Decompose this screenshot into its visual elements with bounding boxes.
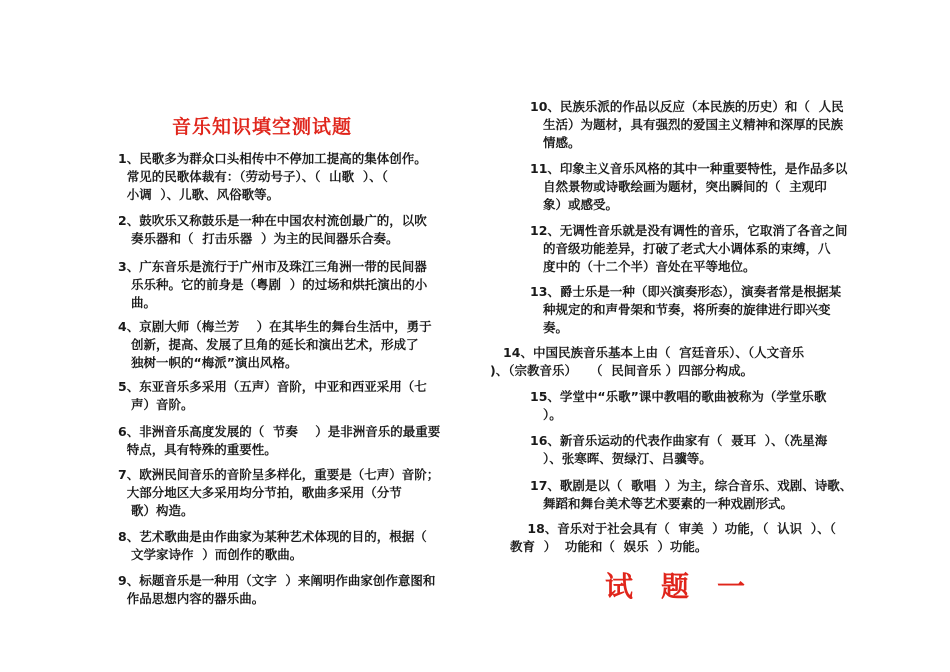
question-line: 歌）构造。 [118, 503, 194, 518]
question-2 [118, 212, 427, 248]
question-line: 小调 ）、儿歌、风俗歌等。 [118, 187, 280, 202]
question-line: 4、京剧大师（梅兰芳 ）在其毕生的舞台生活中，勇于 [118, 319, 432, 334]
question-line: 生活）为题材，具有强烈的爱国主义精神和深厚的民族 [530, 117, 844, 132]
question-6 [118, 423, 440, 459]
question-line: 声）音阶。 [118, 397, 194, 412]
question-line: 3、广东音乐是流行于广州市及珠江三角洲一带的民间器 [118, 259, 427, 274]
question-line: 自然景物或诗歌绘画为题材，突出瞬间的（ 主观印 [530, 179, 827, 194]
question-line: 的音级功能差异，打破了老式大小调体系的束缚，八 [530, 241, 831, 256]
question-line: )、（宗教音乐） （ 民间音乐 ）四部分构成。 [490, 363, 754, 378]
question-line: 9、标题音乐是一种用（文字 ）来阐明作曲家创作意图和 [118, 573, 436, 588]
question-line: 11、印象主义音乐风格的其中一种重要特性，是作品多以 [530, 161, 848, 176]
question-line: 文学家诗作 ）而创作的歌曲。 [118, 547, 303, 562]
question-line: 象）或感受。 [530, 197, 619, 212]
question-line: 14、中国民族音乐基本上由（ 宫廷音乐）、（人文音乐 [490, 345, 805, 360]
question-line: 16、新音乐运动的代表作曲家有（ 聂耳 ）、（冼星海 [530, 433, 828, 448]
question-17 [530, 477, 852, 513]
question-line: 常见的民歌体裁有：（劳动号子）、（ 山歌 ）、（ [118, 169, 388, 184]
question-line: 特点，具有特殊的重要性。 [118, 442, 277, 457]
question-line: ）、张寒晖、贺绿汀、吕骥等。 [530, 451, 712, 466]
question-4 [118, 318, 432, 372]
question-line: 7、欧洲民间音乐的音阶呈多样化，重要是（七声）音阶； [118, 467, 440, 482]
question-14 [490, 344, 804, 380]
question-line: 5、东亚音乐多采用（五声）音阶，中亚和西亚采用（七 [118, 379, 427, 394]
question-line: 15、学堂中“乐歌”课中教唱的歌曲被称为（学堂乐歌 [530, 389, 827, 404]
question-line: 奏乐器和（ 打击乐器 ）为主的民间器乐合奏。 [118, 231, 399, 246]
question-line: 教育 ） 功能和（ 娱乐 ）功能。 [510, 539, 708, 554]
question-1 [118, 150, 427, 204]
question-5 [118, 378, 427, 414]
question-8 [118, 528, 427, 564]
question-line: 2、鼓吹乐又称鼓乐是一种在中国农村流创最广的，以吹 [118, 213, 427, 228]
question-line: ）。 [530, 407, 562, 422]
question-7 [118, 466, 439, 520]
question-13 [530, 283, 841, 337]
question-line: 17、歌剧是以（ 歌唱 ）为主，综合音乐、戏剧、诗歌、 [530, 478, 853, 493]
question-11 [530, 160, 847, 214]
question-line: 独树一帜的“梅派”演出风格。 [118, 355, 298, 370]
question-line: 1、民歌多为群众口头相传中不停加工提高的集体创作。 [118, 151, 427, 166]
question-line: 13、爵士乐是一种（即兴演奏形态），演奏者常是根据某 [530, 284, 842, 299]
page-title: 音乐知识填空测试题 [172, 116, 353, 138]
question-line: 奏。 [530, 320, 569, 335]
question-line: 乐乐种。它的前身是（粤剧 ）的过场和烘托演出的小 [118, 277, 428, 292]
question-line: 10、民族乐派的作品以反应（本民族的历史）和（ 人民 [530, 99, 844, 114]
question-line: 曲。 [118, 295, 157, 310]
question-16 [530, 432, 827, 468]
question-line: 12、无调性音乐就是没有调性的音乐，它取消了各音之间 [530, 223, 848, 238]
question-line: 种规定的和声骨架和节奏，将所奏的旋律进行即兴变 [530, 302, 831, 317]
question-line: 作品思想内容的器乐曲。 [118, 591, 265, 606]
question-18 [510, 520, 836, 556]
test-title: 试 题 一 [605, 570, 746, 603]
question-line: 8、艺术歌曲是由作曲家为某种艺术体现的目的，根据（ [118, 529, 427, 544]
question-10 [530, 98, 844, 152]
question-line: 舞蹈和舞台美术等艺术要素的一种戏剧形式。 [530, 496, 794, 511]
question-3 [118, 258, 427, 312]
question-12 [530, 222, 847, 276]
question-line: 情感。 [530, 135, 581, 150]
question-9 [118, 572, 435, 608]
question-15 [530, 388, 826, 424]
question-line: 18、音乐对于社会具有（ 审美 ）功能，（ 认识 ）、（ [510, 521, 836, 536]
question-line: 大部分地区大多采用均分节拍，歌曲多采用（分节 [118, 485, 402, 500]
question-line: 度中的（十二个半）音处在平等地位。 [530, 259, 756, 274]
question-line: 6、非洲音乐高度发展的（ 节奏 ）是非洲音乐的最重要 [118, 424, 441, 439]
question-line: 创新，提高、发展了旦角的延长和演出艺术，形成了 [118, 337, 419, 352]
